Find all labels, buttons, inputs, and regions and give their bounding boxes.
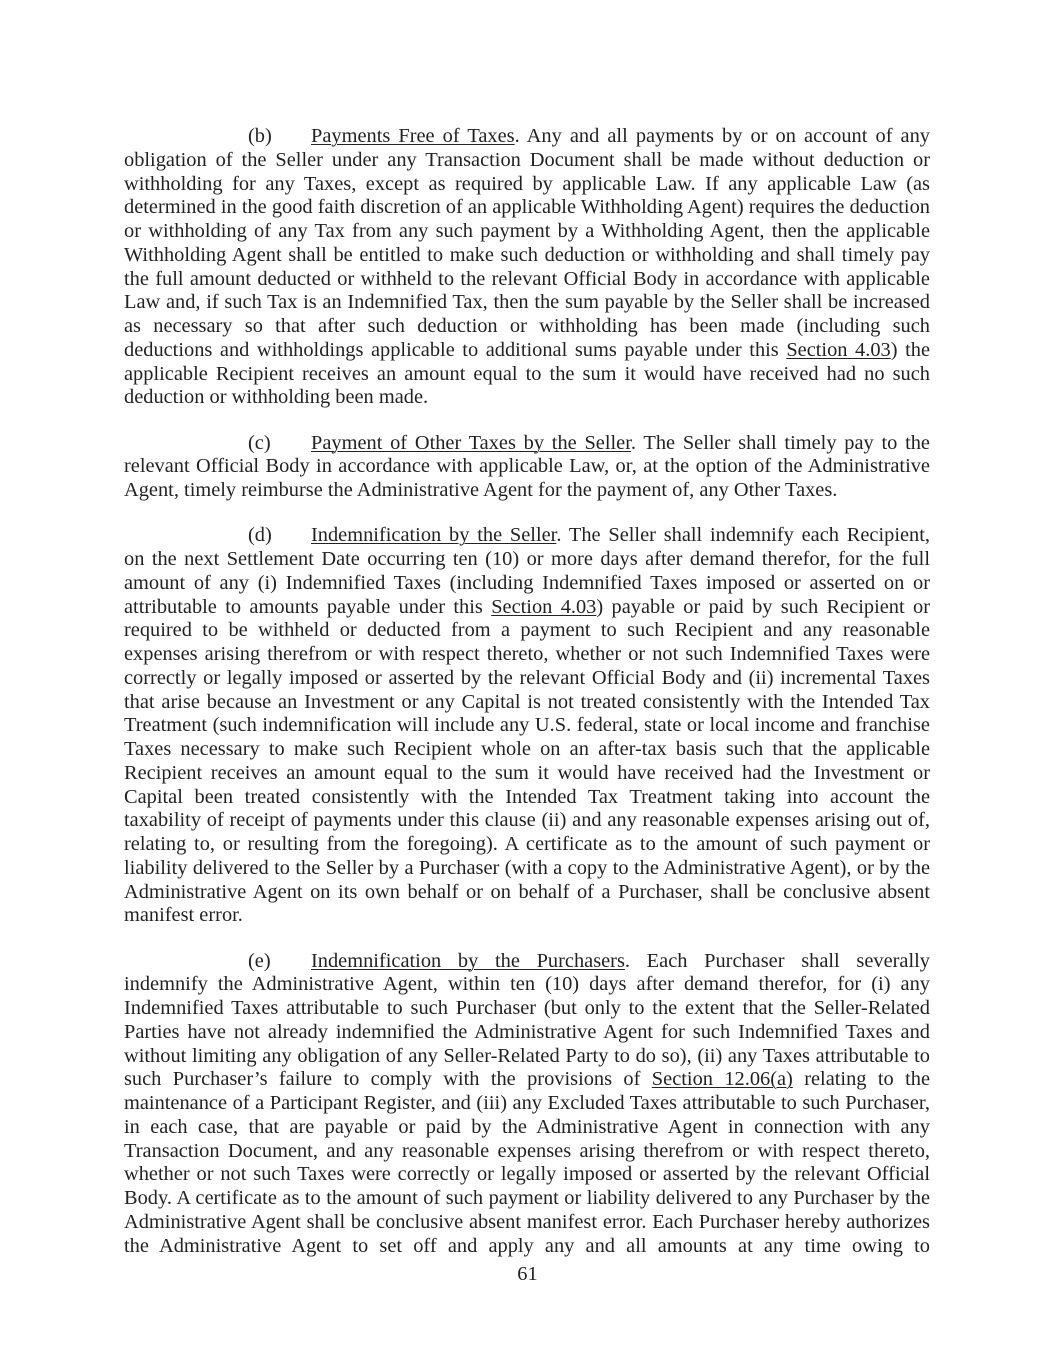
section-reference: Section 4.03 — [786, 338, 891, 361]
paragraph-c — [124, 432, 930, 503]
paragraph-label: (d) — [248, 524, 272, 547]
paragraph-text: . The Seller shall timely pay to the relevant Official Body in accordance with applicable Law, or, at the option of the Administrative Agent, timely reimburse the Administrative Agent for the payment of, any Other Taxes. — [124, 431, 930, 501]
page-number: 61 — [517, 1263, 538, 1285]
paragraph-e — [124, 950, 930, 1259]
paragraph-text: ) the applicable Recipient receives an amount equal to the sum it would have received had no such deduction or withholding been made. — [124, 338, 930, 409]
paragraph-label: (c) — [248, 431, 271, 454]
paragraph-text: . Any and all payments by or on account of any obligation of the Seller under any Transaction Document shall be made without deduction or withholding for any Taxes, except as required by applicable Law. If any applicable Law (as determined in the good faith discretion of an applicable Withholding Agent) requires the deduction or withholding of any Tax from any such payment by a Withholding Agent, then the applicable Withholding Agent shall be entitled to make such deduction or withholding and shall timely pay the full amount deducted or withheld to the relevant Official Body in accordance with applicable Law and, if such Tax is an Indemnified Tax, then the sum payable by the Seller shall be increased as necessary so that after such deduction or withholding has been made (including such deductions and withholdings applicable to additional sums payable under this — [124, 125, 930, 361]
paragraph-heading: Payments Free of Taxes — [311, 125, 515, 147]
section-reference: Section 12.06(a) — [651, 1068, 793, 1091]
document-page — [124, 125, 930, 1280]
paragraph-d — [124, 524, 930, 928]
paragraph-text: . The Seller shall indemnify each Recipient, on the next Settlement Date occurring ten (10) or more days after demand therefor, for the full amount of any (i) Indemnified Taxes (including Indemnified Taxes imposed or asserted on or attributable to amounts payable under this — [124, 524, 930, 618]
paragraph-label: (b) — [248, 125, 272, 147]
paragraph-text: relating to the maintenance of a Participant Register, and (iii) any Excluded Taxes attributable to such Purchaser, in each case, that are payable or paid by the Administrative Agent in connection with any Transaction Document, and any reasonable expenses arising therefrom or with respect thereto, whether or not such Taxes were correctly or legally imposed or asserted by the relevant Official Body. A certificate as to the amount of such payment or liability delivered to any Purchaser by the Administrative Agent shall be conclusive absent manifest error. Each Purchaser hereby authorizes the Administrative Agent to set off and apply any and all amounts at any time owing to — [124, 1068, 930, 1257]
paragraph-text: ) payable or paid by such Recipient or required to be withheld or deducted from a payment to such Recipient and any reasonable expenses arising therefrom or with respect thereto, whether or not such Indemnified Taxes were correctly or legally imposed or asserted by the relevant Official Body and (ii) incremental Taxes that arise because an Investment or any Capital is not treated consistently with the Intended Tax Treatment (such indemnification will include any U.S. federal, state or local income and franchise Taxes necessary to make such Recipient whole on an after-tax basis such that the applicable Recipient receives an amount equal to the sum it would have received had the Investment or Capital been treated consistently with the Intended Tax Treatment taking into account the taxability of receipt of payments under this clause (ii) and any reasonable expenses arising out of, relating to, or resulting from the foregoing). A certificate as to the amount of such payment or liability delivered to the Seller by a Purchaser (with a copy to the Administrative Agent), or by the Administrative Agent on its own behalf or on behalf of a Purchaser, shall be conclusive absent manifest error. — [124, 595, 930, 927]
paragraph-text: . Each Purchaser shall severally indemnify the Administrative Agent, within ten (10) days after demand therefor, for (i) any Indemnified Taxes attributable to such Purchaser (but only to the extent that the Seller-Related Parties have not already indemnified the Administrative Agent for such Indemnified Taxes and without limiting any obligation of any Seller-Related Party to do so), (ii) any Taxes attributable to such Purchaser’s failure to comply with the provisions of — [124, 949, 930, 1091]
paragraph-label: (e) — [248, 949, 271, 972]
paragraph-b — [124, 125, 930, 410]
paragraph-heading: Indemnification by the Seller — [311, 524, 557, 547]
section-reference: Section 4.03 — [491, 595, 597, 618]
paragraph-heading: Payment of Other Taxes by the Seller — [311, 431, 631, 454]
paragraph-heading: Indemnification by the Purchasers — [311, 949, 625, 972]
